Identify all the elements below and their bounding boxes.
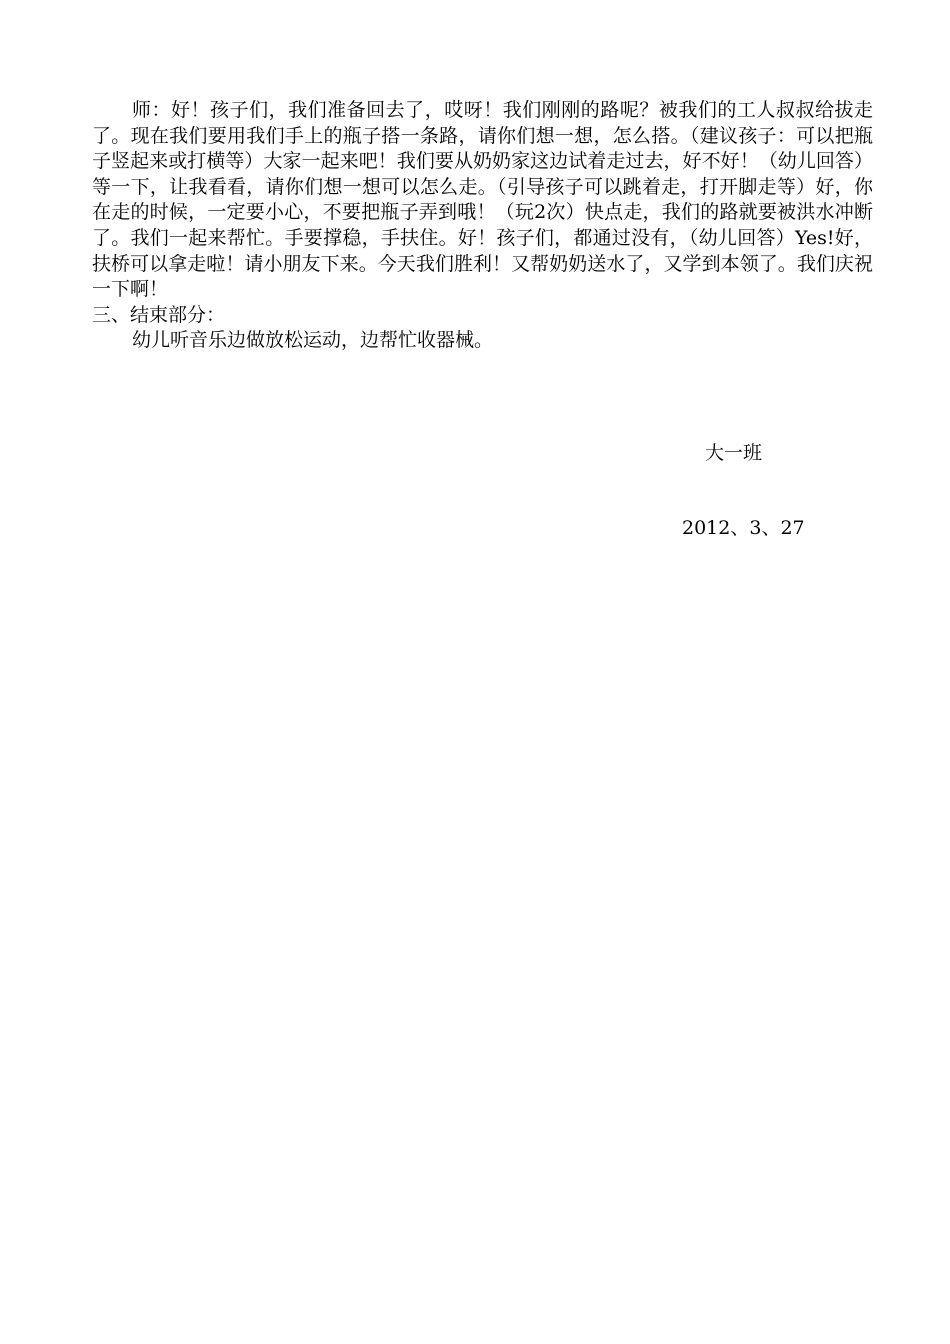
ending-activity-paragraph: 幼儿听音乐边做放松运动，边帮忙收器械。 [132, 329, 494, 352]
section-heading-ending: 三、结束部分： [92, 303, 226, 326]
teacher-dialogue-paragraph: 师：好！孩子们，我们准备回去了，哎呀！我们刚刚的路呢？被我们的工人叔叔给拔走了。现在我们要用我们手上的瓶子搭一条路，请你们想一想，怎么搭。（建议孩子：可以把瓶子竖起来或打横等）大家一起来吧！我们要从奶奶家这边试着走过去，好不好！（幼儿回答）等一下，让我看看，请你们想一想可以怎么走。（引导孩子可以跳着走，打开脚走等）好，你在走的时候，一定要小心，不要把瓶子弄到哦！（玩2次）快点走，我们的路就要被洪水冲断了。我们一起来帮忙。手要撑稳，手扶住。好！孩子们，都通过没有，（幼儿回答）Yes!好，扶桥可以拿走啦！请小朋友下来。今天我们胜利！又帮奶奶送水了，又学到本领了。我们庆祝一下啊！ [92, 99, 873, 301]
document-date: 2012、3、27 [682, 517, 805, 539]
class-signature: 大一班 [705, 442, 763, 464]
document-body [92, 98, 873, 354]
